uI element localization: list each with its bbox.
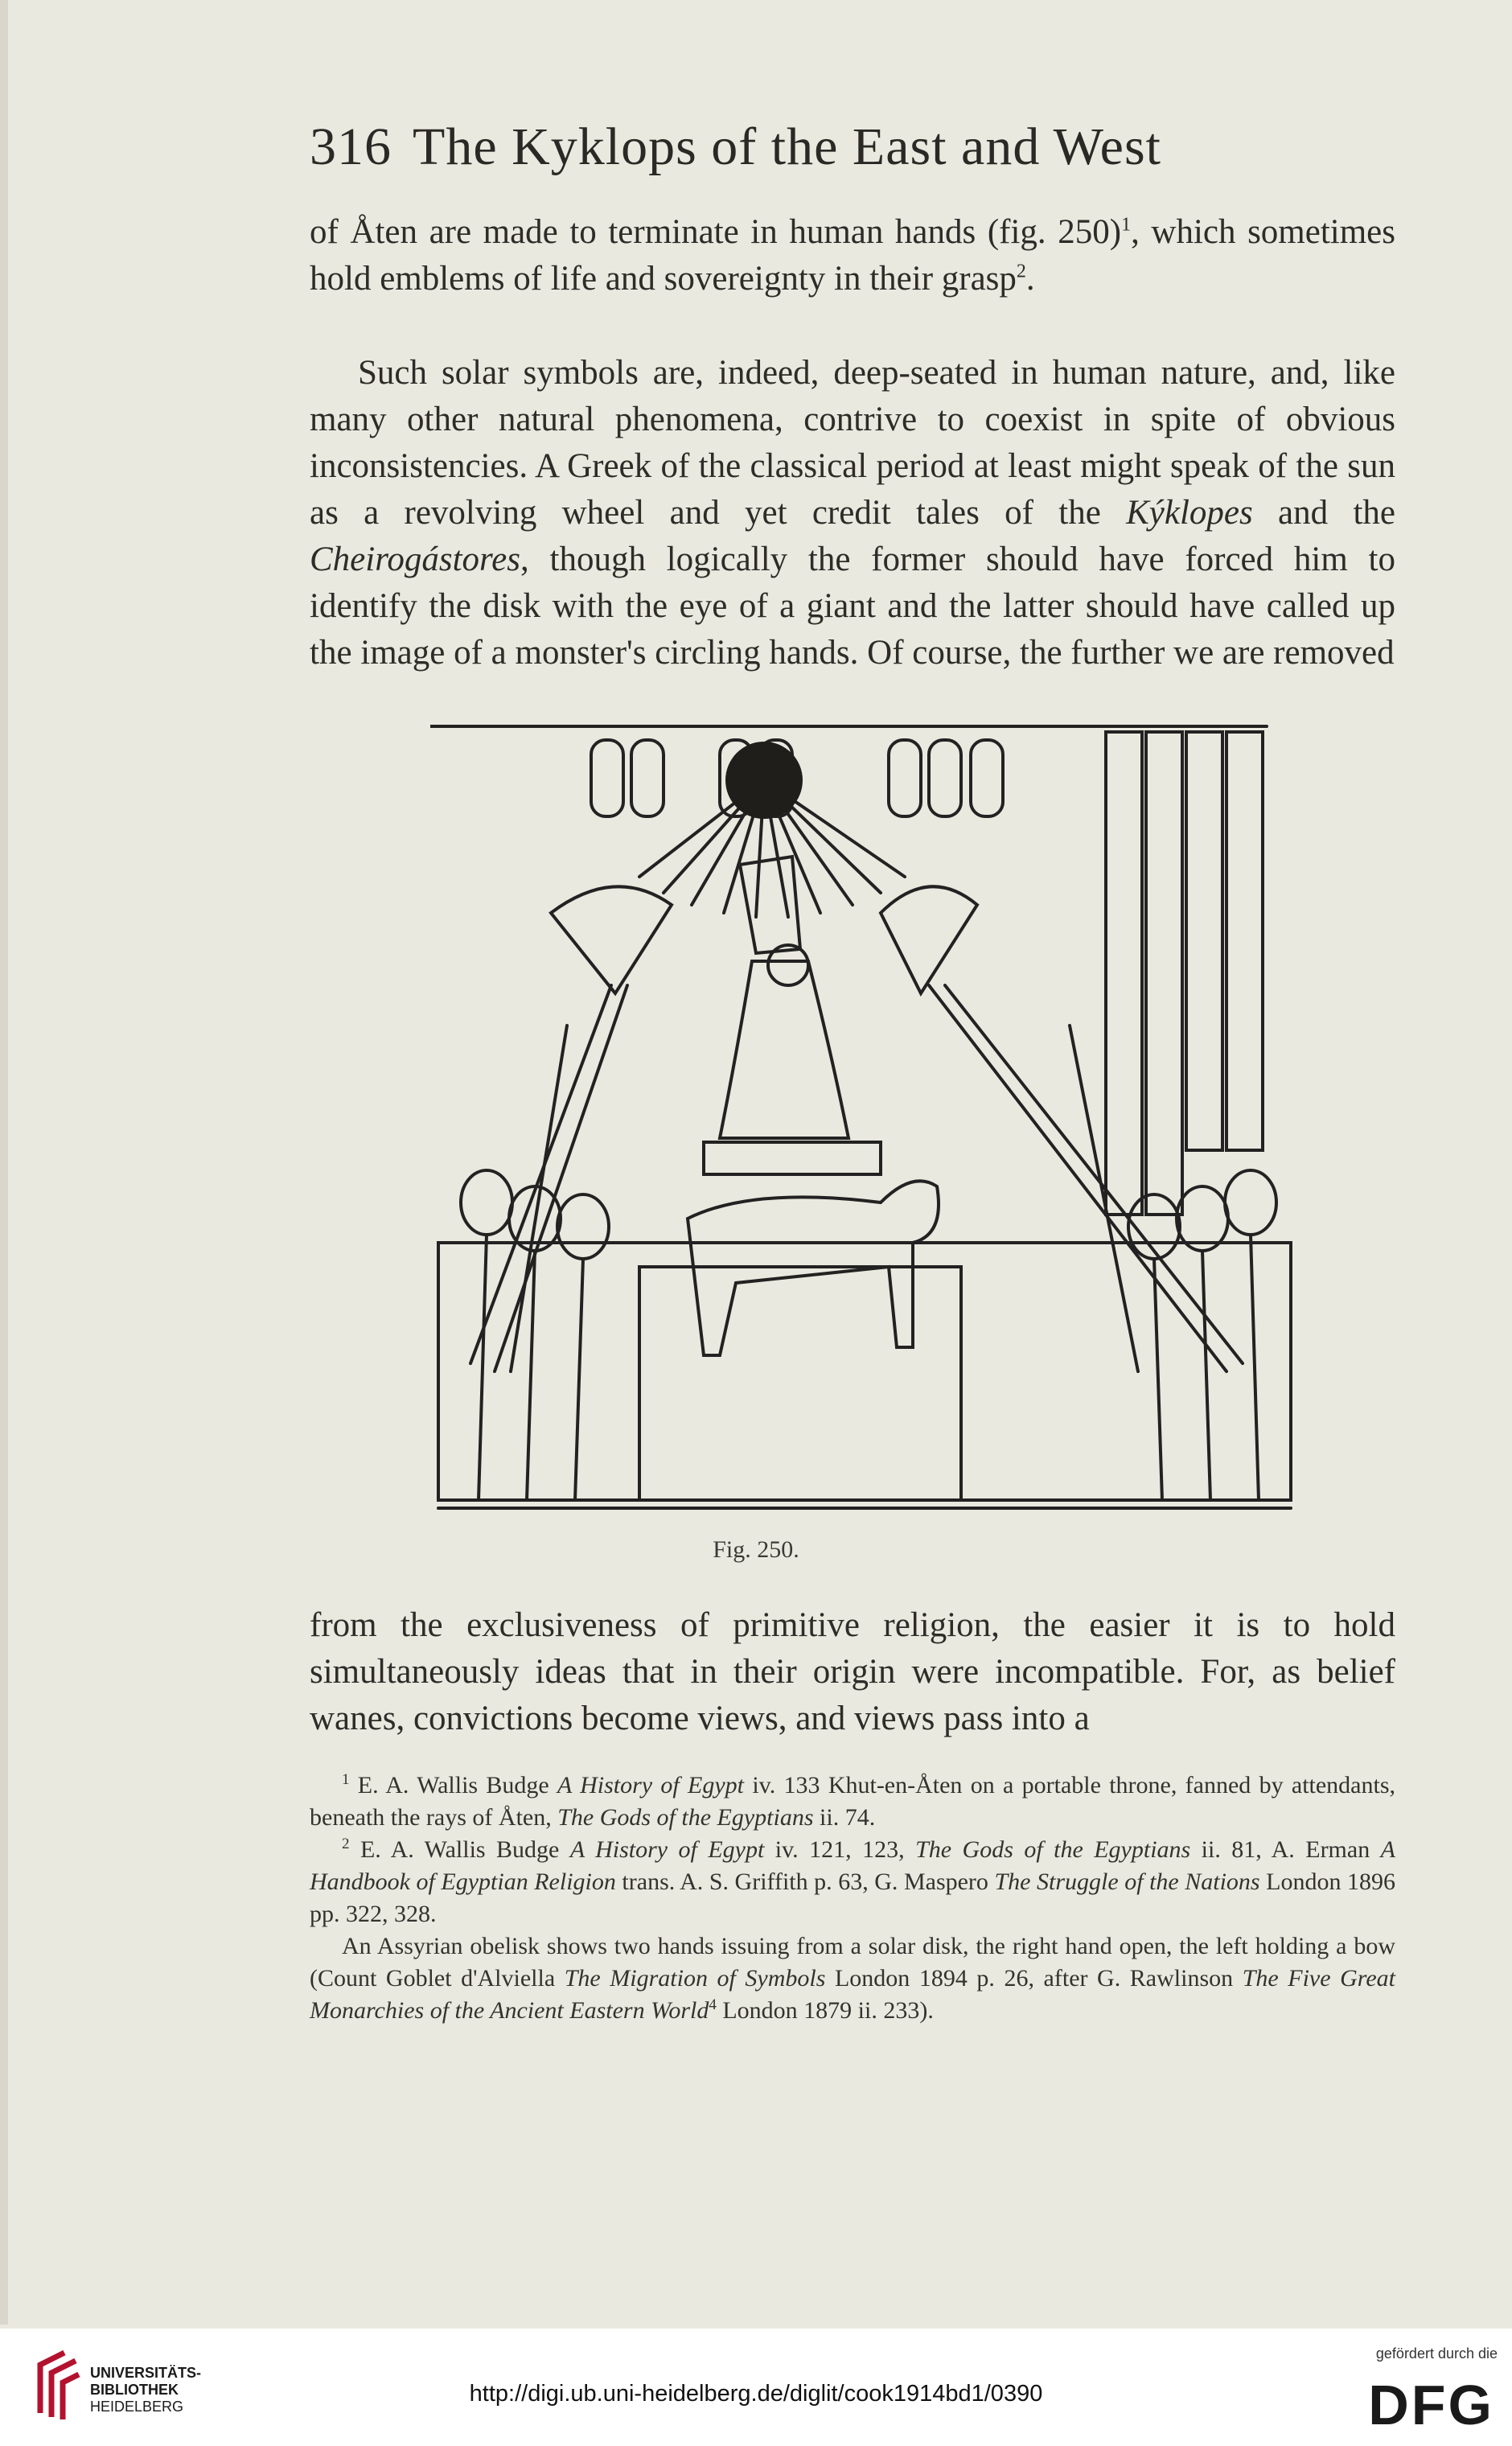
text: An Assyrian obelisk shows two hands issuing from a solar disk, the right hand open, the left holding a bow (Count Goblet d'Alviella [310, 1933, 1395, 1992]
text: . [1025, 260, 1035, 298]
aten-relief-illustration [430, 720, 1299, 1520]
book-title: A History of Egypt [557, 1772, 745, 1799]
dfg-logo: DFG [1368, 2374, 1494, 2436]
footnotes [310, 1770, 1395, 2027]
page-edge [0, 0, 8, 2325]
text: London 1894 p. 26, after G. Rawlinson [825, 1965, 1243, 1992]
book-title: The Five Great Monarchies of the Ancient Eastern World [310, 1965, 1395, 2024]
figure-caption: Fig. 250. [713, 1536, 799, 1563]
footnote-2 [310, 1834, 1395, 1930]
book-title: The Gods of the Egyptians [557, 1804, 814, 1831]
book-title: The Gods of the Egyptians [915, 1836, 1191, 1863]
book-title: A Handbook of Egyptian Religion [310, 1836, 1395, 1895]
text: London 1879 ii. 233). [716, 1997, 934, 2024]
paragraph-2 [310, 350, 1395, 676]
book-title: A History of Egypt [569, 1836, 765, 1863]
funding-note: gefördert durch die [1375, 2345, 1498, 2362]
source-url-link[interactable]: http://digi.ub.uni-heidelberg.de/diglit/cook1914bd1/0390 [469, 2381, 1043, 2407]
text: from the exclusiveness of primitive religion, the easier it is to hold simultaneously ideas that in their origin were incompatible. For, as belief wanes, convictions become views, and views pass into a [310, 1606, 1395, 1737]
text: E. A. Wallis Budge [349, 1772, 558, 1799]
text: E. A. Wallis Budge [349, 1836, 570, 1863]
edition-mark: 4 [709, 1996, 717, 2013]
text: Such solar symbols are, indeed, deep-seated in human nature, and, like many other natural phenomena, contrive to coexist in spite of obvious inconsistencies. A Greek of the classical period at least might speak of the sun as a revolving wheel and yet credit tales of the [310, 354, 1395, 532]
text: ii. 74. [813, 1804, 876, 1831]
footnote-ref[interactable]: 2 [1016, 261, 1026, 282]
text: iv. 133 Khut-en-Åten on a portable throne, fanned by attendants, beneath the rays of Åten, [310, 1772, 1396, 1831]
text: iv. 121, 123, [764, 1836, 916, 1863]
text: , which sometimes hold emblems of life and sovereignty in their grasp [310, 213, 1395, 298]
library-line: UNIVERSITÄTS- [90, 2365, 202, 2381]
figure-illustration [430, 720, 1299, 1520]
text: ii. 81, A. Erman [1190, 1836, 1381, 1863]
page-number: 316 [310, 117, 392, 176]
running-title: The Kyklops of the East and West [413, 117, 1161, 176]
footnote-3 [310, 1930, 1395, 2027]
running-header [310, 117, 1355, 178]
book-title: The Migration of Symbols [564, 1965, 826, 1992]
footnote-ref[interactable]: 1 [1121, 214, 1132, 236]
text: trans. A. S. Griffith p. 63, G. Maspero [615, 1868, 995, 1895]
footnote-1 [310, 1770, 1395, 1834]
text: London 1896 pp. 322, 328. [310, 1868, 1396, 1927]
italic-term: Kýklopes [1126, 494, 1253, 532]
book-title: The Struggle of the Nations [994, 1868, 1260, 1895]
text: of Åten are made to terminate in human hands (fig. 250) [310, 213, 1122, 251]
text: , though logically the former should have forced him to identify the disk with the eye of a giant and the latter should have called up the image of a monster's circling hands. Of course, the further we are removed [310, 541, 1395, 672]
library-line: HEIDELBERG [90, 2399, 184, 2415]
italic-term: Cheirogástores [310, 541, 520, 578]
footnote-mark: 2 [342, 1836, 350, 1852]
paragraph-3 [310, 1602, 1395, 1742]
footnote-mark: 1 [342, 1771, 350, 1788]
library-line: BIBLIOTHEK [90, 2382, 179, 2398]
paragraph-1 [310, 209, 1395, 302]
text: and the [1252, 494, 1395, 532]
